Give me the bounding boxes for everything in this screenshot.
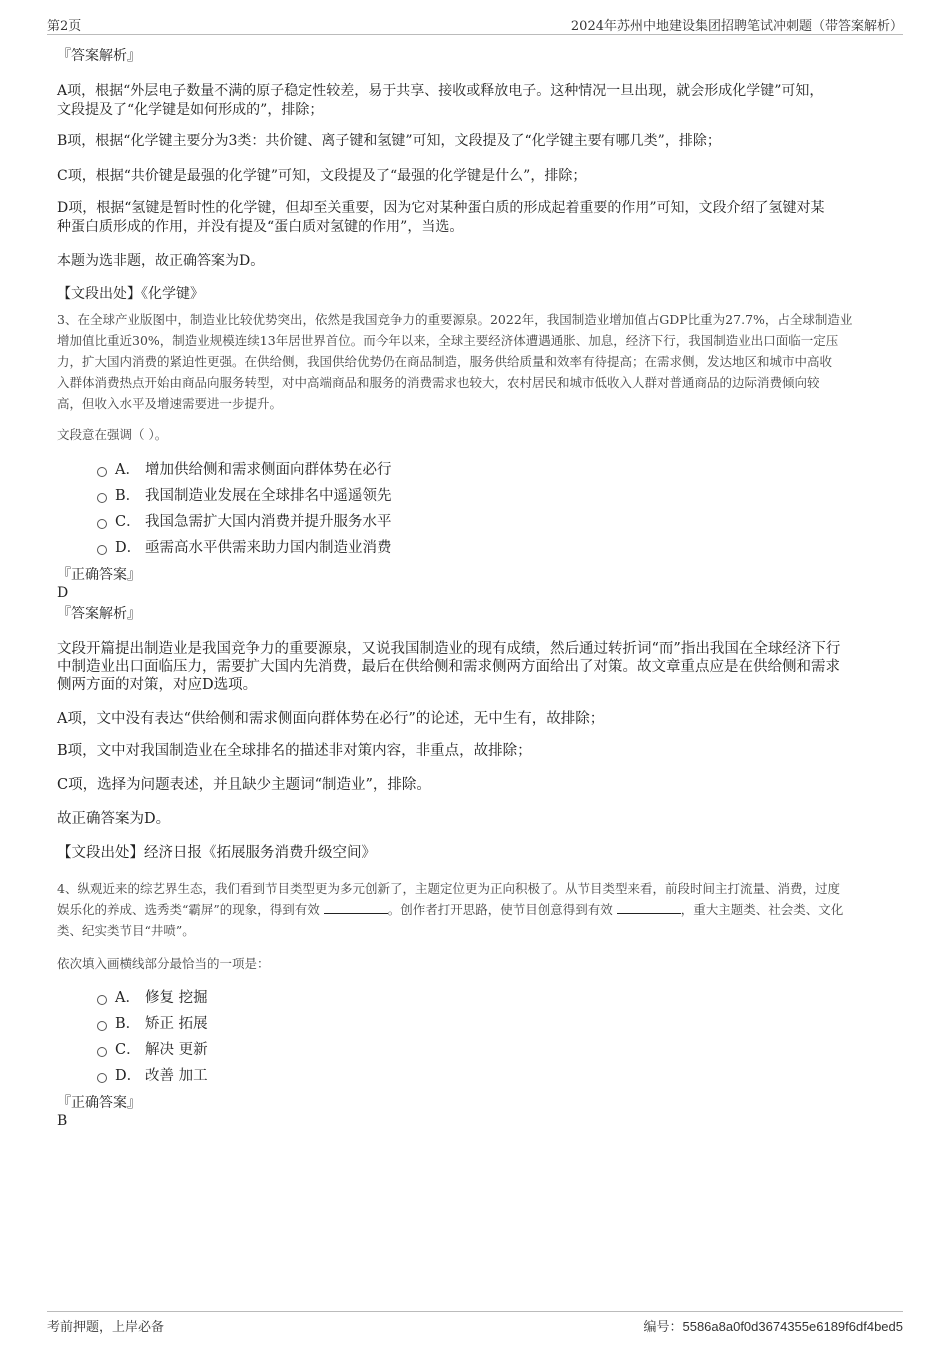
q2-source: 【文段出处】《化学键》 bbox=[57, 286, 204, 302]
q2-analysis-label: 『答案解析』 bbox=[57, 48, 141, 64]
q2-analysis-d-line2: 种蛋白质形成的作用，并没有提及“蛋白质对氢键的作用”，当选。 bbox=[57, 219, 464, 235]
q3-analysis-a-line: A项，文中没有表达“供给侧和需求侧面向群体势在必行”的论述，无中生有，故排除； bbox=[57, 711, 605, 727]
q3-option-a[interactable]: A． 增加供给侧和需求侧面向群体势在必行 bbox=[97, 461, 392, 479]
q2-analysis-a-line1: A项，根据“外层电子数量不满的原子稳定性较差，易于共享、接收或释放电子。这种情况一旦出现，就会形成化学键”可知， bbox=[57, 83, 824, 99]
q2-conclusion: 本题为选非题，故正确答案为D。 bbox=[57, 253, 265, 269]
q3-stem-line: 高，但收入水平及增速需要进一步提升。 bbox=[57, 396, 283, 411]
q4-answer: B bbox=[57, 1113, 68, 1129]
q3-answer: D bbox=[57, 585, 69, 601]
q4-option-b[interactable]: B． 矫正 拓展 bbox=[97, 1015, 208, 1033]
radio-button-icon[interactable] bbox=[97, 493, 107, 503]
radio-button-icon[interactable] bbox=[97, 467, 107, 477]
q4-option-d[interactable]: D． 改善 加工 bbox=[97, 1067, 208, 1085]
fill-blank-1 bbox=[324, 902, 388, 914]
fill-blank-2 bbox=[617, 902, 681, 914]
radio-button-icon[interactable] bbox=[97, 545, 107, 555]
q3-analysis-label: 『答案解析』 bbox=[57, 606, 141, 622]
document-code: 编号：5586a8a0f0d3674355e6189f6df4bed5 bbox=[643, 1319, 903, 1334]
q3-stem-line: 增加值比重近30%，制造业规模连续13年居世界首位。而今年以来，全球主要经济体遭遇通胀、加息，经济下行，我国制造业出口面临一定压 bbox=[57, 333, 839, 348]
q3-answer-label: 『正确答案』 bbox=[57, 567, 141, 583]
q2-analysis-d-line1: D项，根据“氢键是暂时性的化学键，但却至关重要，因为它对某种蛋白质的形成起着重要的作用”可知，文段介绍了氢键对某 bbox=[57, 200, 825, 216]
document-title: 2024年苏州中地建设集团招聘笔试冲刺题（带答案解析） bbox=[570, 19, 903, 34]
page-number: 第2页 bbox=[47, 19, 82, 34]
page-footer bbox=[47, 1311, 903, 1334]
q3-option-d[interactable]: D． 亟需高水平供需来助力国内制造业消费 bbox=[97, 539, 392, 557]
q4-stem-line2: 娱乐化的养成、选秀类“霸屏”的现象，得到有效 。创作者打开思路，使节目创意得到有效 ，重大主题类、社会类、文化 bbox=[57, 902, 844, 917]
footer-slogan: 考前押题，上岸必备 bbox=[47, 1320, 165, 1335]
q3-analysis-line: 中制造业出口面临压力，需要扩大国内先消费，最后在供给侧和需求侧两方面给出了对策。故文章重点应是在供给侧和需求 bbox=[57, 659, 840, 675]
q3-source: 【文段出处】经济日报《拓展服务消费升级空间》 bbox=[57, 845, 376, 861]
q4-answer-label: 『正确答案』 bbox=[57, 1095, 141, 1111]
q3-stem-line: 3、在全球产业版图中，制造业比较优势突出，依然是我国竞争力的重要源泉。2022年，我国制造业增加值占GDP比重为27.7%，占全球制造业 bbox=[57, 312, 853, 327]
q3-question: 文段意在强调（ ）。 bbox=[57, 427, 168, 442]
radio-button-icon[interactable] bbox=[97, 995, 107, 1005]
q3-stem-line: 力，扩大国内消费的紧迫性更强。在供给侧，我国供给优势仍在商品制造，服务供给质量和效率有待提高；在需求侧，发达地区和城市中高收 bbox=[57, 354, 833, 369]
radio-button-icon[interactable] bbox=[97, 1021, 107, 1031]
q2-analysis-c-line: C项，根据“共价键是最强的化学键”可知，文段提及了“最强的化学键是什么”，排除； bbox=[57, 168, 587, 184]
q3-stem-line: 入群体消费热点开始由商品向服务转型，对中高端商品和服务的消费需求也较大，农村居民和城市低收入人群对普通商品的边际消费倾向较 bbox=[57, 375, 820, 390]
radio-button-icon[interactable] bbox=[97, 1073, 107, 1083]
q3-option-c[interactable]: C． 我国急需扩大国内消费并提升服务水平 bbox=[97, 513, 392, 531]
q2-analysis-b-line: B项，根据“化学键主要分为3类：共价键、离子键和氢键”可知，文段提及了“化学键主要有哪几类”，排除； bbox=[57, 133, 721, 149]
q4-option-c[interactable]: C． 解决 更新 bbox=[97, 1041, 208, 1059]
radio-button-icon[interactable] bbox=[97, 1047, 107, 1057]
q4-stem-line3: 类、纪实类节目“井喷”。 bbox=[57, 923, 195, 938]
page-header bbox=[47, 14, 903, 35]
q3-analysis-line: 侧两方面的对策，对应D选项。 bbox=[57, 677, 258, 693]
q3-analysis-line: 文段开篇提出制造业是我国竞争力的重要源泉，又说我国制造业的现有成绩，然后通过转折词“而”指出我国在全球经济下行 bbox=[57, 641, 841, 657]
q4-option-a[interactable]: A． 修复 挖掘 bbox=[97, 989, 208, 1007]
q3-analysis-c-line: C项，选择为问题表述，并且缺少主题词“制造业”，排除。 bbox=[57, 777, 431, 793]
radio-button-icon[interactable] bbox=[97, 519, 107, 529]
q3-conclusion: 故正确答案为D。 bbox=[57, 811, 171, 827]
q4-question: 依次填入画横线部分最恰当的一项是： bbox=[57, 956, 270, 971]
q3-option-b[interactable]: B． 我国制造业发展在全球排名中遥遥领先 bbox=[97, 487, 392, 505]
q4-stem-line1: 4、纵观近来的综艺界生态，我们看到节目类型更为多元创新了，主题定位更为正向积极了。从节目类型来看，前段时间主打流量、消费，过度 bbox=[57, 881, 840, 896]
q2-analysis-a-line2: 文段提及了“化学键是如何形成的”，排除； bbox=[57, 102, 324, 118]
q3-analysis-b-line: B项，文中对我国制造业在全球排名的描述非对策内容，非重点，故排除； bbox=[57, 743, 532, 759]
